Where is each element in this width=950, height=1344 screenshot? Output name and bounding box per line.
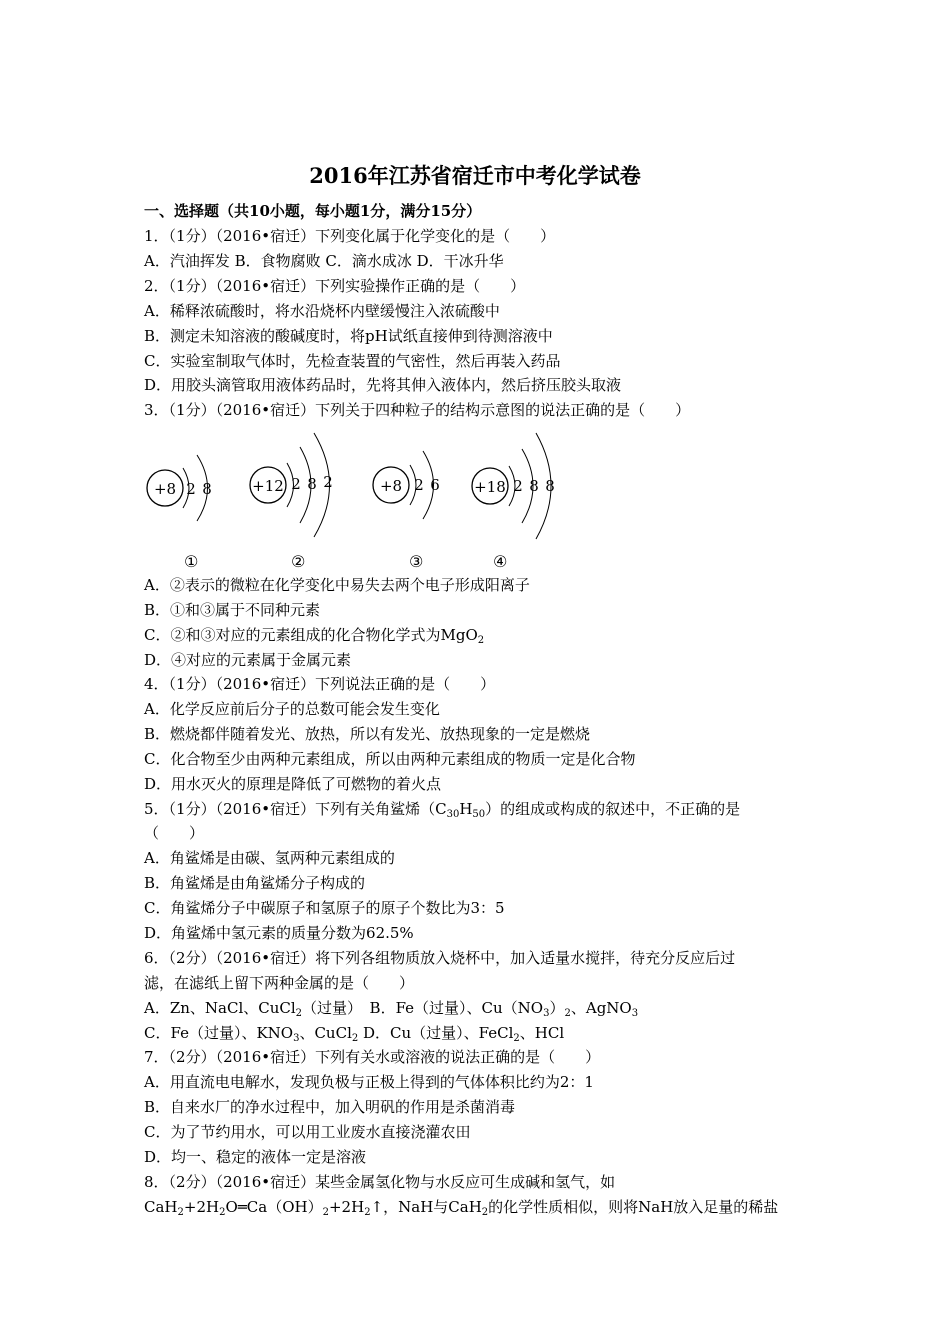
- particle-4-nucleus: +18: [474, 478, 506, 496]
- particle-3-diagram: [373, 451, 440, 519]
- question-7-option-c: C．为了节约用水，可以用工业废水直接浇灌农田: [144, 1123, 471, 1141]
- particle-1-nucleus: +8: [153, 480, 177, 498]
- particle-4-diagram: [472, 433, 555, 539]
- question-3-option-c: C．②和③对应的元素组成的化合物化学式为MgO$_2$: [144, 626, 485, 646]
- question-5-option-a: A．角鲨烯是由碳、氢两种元素组成的: [144, 849, 395, 867]
- particle-4-label: ④: [493, 552, 508, 571]
- question-8-stem-line-1: 8．（2分）（2016•宿迁）某些金属氢化物与水反应可生成碱和氢气，如: [144, 1173, 616, 1191]
- particle-1-shell-2: 8: [202, 480, 212, 498]
- particle-3-shell-1: 2: [414, 476, 424, 494]
- question-4-option-a: A．化学反应前后分子的总数可能会发生变化: [144, 700, 440, 718]
- question-1-stem: 1．（1分）（2016•宿迁）下列变化属于化学变化的是（ ）: [144, 227, 556, 245]
- question-3-option-d: D．④对应的元素属于金属元素: [144, 651, 352, 669]
- question-5-option-b: B．角鲨烯是由角鲨烯分子构成的: [144, 874, 366, 892]
- particle-1-shell-1: 2: [186, 480, 196, 498]
- question-7-option-b: B．自来水厂的净水过程中，加入明矾的作用是杀菌消毒: [144, 1098, 516, 1116]
- question-3-stem: 3．（1分）（2016•宿迁）下列关于四种粒子的结构示意图的说法正确的是（ ）: [144, 401, 691, 419]
- question-5-option-d: D．角鲨烯中氢元素的质量分数为62.5%: [144, 924, 414, 942]
- question-7-option-a: A．用直流电电解水，发现负极与正极上得到的气体体积比约为2：1: [144, 1073, 594, 1091]
- particle-2-shell-1: 2: [291, 475, 301, 493]
- question-7-stem: 7．（2分）（2016•宿迁）下列有关水或溶液的说法正确的是（ ）: [144, 1048, 601, 1066]
- particle-2-nucleus: +12: [252, 477, 284, 495]
- question-3-option-a: A．②表示的微粒在化学变化中易失去两个电子形成阳离子: [144, 576, 530, 594]
- question-6-stem-line-2: 滤，在滤纸上留下两种金属的是（ ）: [144, 974, 415, 992]
- question-4-option-c: C．化合物至少由两种元素组成，所以由两种元素组成的物质一定是化合物: [144, 750, 636, 768]
- question-2-option-b: B．测定未知溶液的酸碱度时，将pH试纸直接伸到待测溶液中: [144, 327, 553, 345]
- question-6-stem-line-1: 6．（2分）（2016•宿迁）将下列各组物质放入烧杯中，加入适量水搅拌，待充分反应后过: [144, 949, 736, 967]
- page-title: 2016年江苏省宿迁市中考化学试卷: [309, 163, 641, 188]
- question-5-option-c: C．角鲨烯分子中碳原子和氢原子的原子个数比为3：5: [144, 899, 505, 917]
- question-4-option-d: D．用水灭火的原理是降低了可燃物的着火点: [144, 775, 442, 793]
- particle-2-shell-2: 8: [307, 475, 317, 493]
- question-5-stem: 5．（1分）（2016•宿迁）下列有关角鲨烯$(C_{30}H_{50})$的组成或构成的叙述中，不正确的是: [144, 800, 741, 820]
- particle-2-diagram: [250, 433, 333, 537]
- section-heading: 一、选择题（共10小题，每小题1分，满分15分）: [144, 202, 482, 220]
- particle-4-shell-3: 8: [545, 477, 555, 495]
- question-2-option-c: C．实验室制取气体时，先检查装置的气密性，然后再装入药品: [144, 352, 561, 370]
- question-6-options-cd: C．Fe（过量）、$KNO_3$、CuCl$_2$ D．Cu（过量）、FeCl$_2$、HCl: [144, 1024, 565, 1044]
- question-2-option-a: A．稀释浓硫酸时，将水沿烧杯内壁缓慢注入浓硫酸中: [144, 302, 500, 320]
- question-5-paren: （ ）: [144, 824, 205, 842]
- question-6-options-ab: A．Zn、NaCl、CuCl$_2$（过量） B．Fe（过量）、$Cu(NO_3)_2$、AgNO$_3$: [144, 999, 639, 1019]
- question-4-stem: 4．（1分）（2016•宿迁）下列说法正确的是（ ）: [144, 675, 496, 693]
- question-1-options: A．汽油挥发 B．食物腐败 C．滴水成冰 D．干冰升华: [144, 252, 504, 270]
- atomic-structure-diagrams: [140, 425, 580, 575]
- particle-1-label: ①: [184, 552, 199, 571]
- particle-3-label: ③: [409, 552, 424, 571]
- particle-4-shell-1: 2: [513, 477, 523, 495]
- question-3-option-b: B．①和③属于不同种元素: [144, 601, 321, 619]
- question-8-stem-line-2: $CaH_2+2H_2O═Ca(OH)_2+2H_2↑$，NaH与CaH$_2$的化学性质相似，则将NaH放入足量的稀盐: [144, 1198, 779, 1218]
- particle-1-diagram: [147, 455, 212, 521]
- question-7-option-d: D．均一、稳定的液体一定是溶液: [144, 1148, 367, 1166]
- particle-3-shell-2: 6: [430, 476, 440, 494]
- question-2-option-d: D．用胶头滴管取用液体药品时，先将其伸入液体内，然后挤压胶头取液: [144, 376, 622, 394]
- particle-3-nucleus: +8: [379, 477, 403, 495]
- question-2-stem: 2．（1分）（2016•宿迁）下列实验操作正确的是（ ）: [144, 277, 526, 295]
- question-4-option-b: B．燃烧都伴随着发光、放热，所以有发光、放热现象的一定是燃烧: [144, 725, 591, 743]
- particle-2-shell-3: 2: [323, 473, 333, 491]
- particle-2-label: ②: [291, 552, 306, 571]
- particle-4-shell-2: 8: [529, 477, 539, 495]
